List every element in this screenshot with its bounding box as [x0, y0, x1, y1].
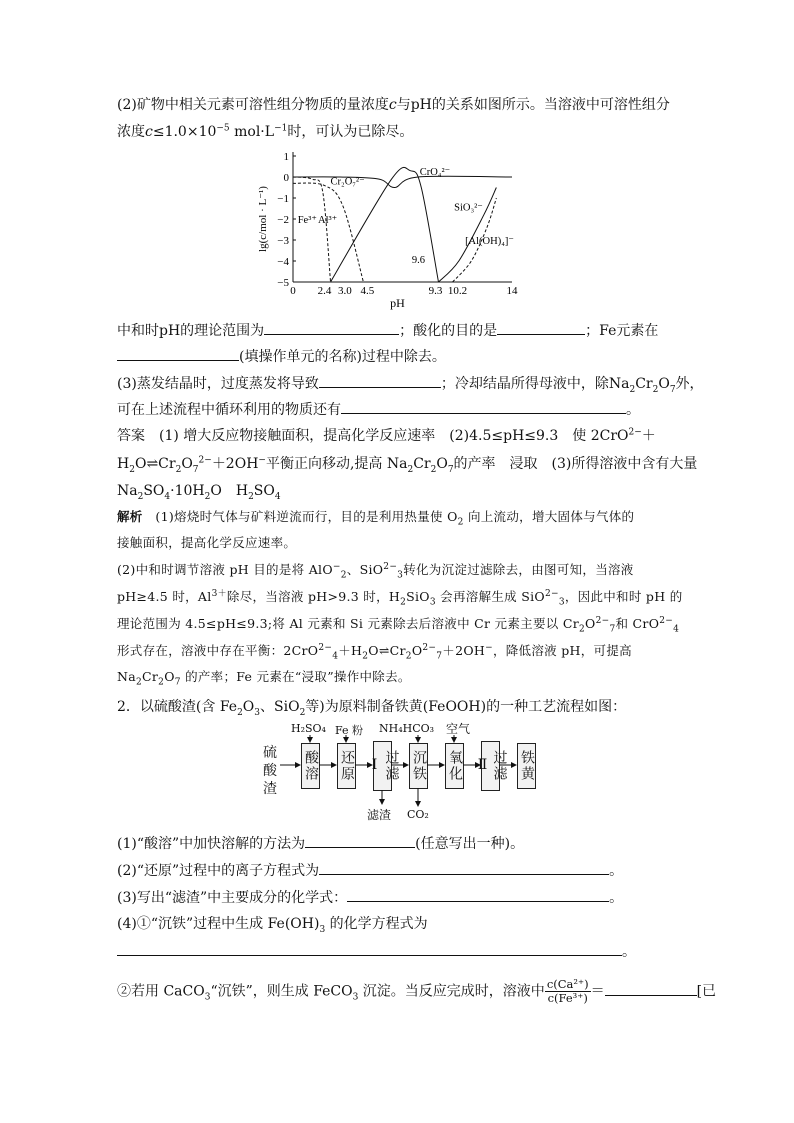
- answer-line1: 答案 (1) 增大反应物接触面积，提高化学反应速率 (2)4.5≤pH≤9.3 使 2CrO$^{2-}$＋: [117, 427, 656, 444]
- y-tick-label: −5: [277, 277, 289, 289]
- series-label: Fe³⁺: [297, 215, 317, 227]
- y-tick-label: −3: [277, 235, 289, 247]
- answer-blank-residue-formula[interactable]: [347, 887, 609, 902]
- flow-box-oxidize: 氧化: [445, 743, 464, 789]
- series-line-1: [293, 183, 363, 282]
- annotation-label: 9.6: [411, 255, 426, 267]
- answer-blank-recycle[interactable]: [341, 399, 626, 414]
- x-tick-label: 9.3: [428, 285, 443, 297]
- chart-axes: [257, 151, 518, 310]
- answer-blank-ph-range[interactable]: [264, 320, 399, 335]
- answer-blank-acid-dissolve[interactable]: [305, 833, 415, 848]
- part2-line1: (2)矿物中相关元素可溶性组分物质的量浓度c与pH的关系如图所示。当溶液中可溶性组分: [117, 97, 670, 113]
- chart-labels: [298, 167, 515, 266]
- x-tick-label: 4.5: [360, 285, 375, 297]
- flow-start-label: 硫酸渣: [263, 745, 277, 797]
- after-line3: (3)蒸发结晶时，过度蒸发将导致 ；冷却结晶所得母液中，除$Na_2Cr_2O_7$外，: [117, 373, 704, 394]
- series-line-3: [293, 176, 512, 187]
- answer-blank-evaporation[interactable]: [319, 373, 441, 388]
- flow-box-reduce: 还原: [337, 743, 356, 789]
- after-line1: 中和时pH的理论范围为 ；酸化的目的是 ；Fe元素在: [117, 320, 658, 341]
- analysis-line7: $Na_2Cr_2O_7$ 的产率；Fe 元素在“浸取”操作中除去。: [117, 669, 411, 688]
- y-axis-label: lg(c/mol · L⁻¹): [257, 186, 269, 252]
- x-tick-label: 10.2: [447, 285, 468, 297]
- analysis-line4: pH≥4.5 时，$Al^{3+}$除尽，当溶液 pH>9.3 时，$H_2SiO_3$ 会再溶解生成 SiO$^{2-}_3$，因此中和时 pH 的: [117, 588, 683, 608]
- x-axis-label: pH: [390, 296, 405, 310]
- q2-sub3: (3)写出“滤渣”中主要成分的化学式： 。: [117, 887, 623, 908]
- series-label: [Al(OH)₄]⁻: [465, 236, 514, 248]
- part2-line2: 浓度$c\le 1.0\times 10^{-5}$ $mol\cdot L^{-1}$时，可认为已除尽。: [117, 123, 414, 140]
- x-tick-label: 3.0: [338, 285, 352, 297]
- flow-input-nh4hco3: NH₄HCO₃: [379, 722, 435, 735]
- series-line-0: [293, 177, 331, 282]
- x-tick-label: 14: [506, 285, 518, 297]
- process-flow-diagram: [255, 722, 545, 827]
- q2-sub1: (1)“酸溶”中加快溶解的方法为 (任意写出一种)。: [117, 833, 524, 854]
- series-label: Cr₂O₇²⁻: [330, 176, 365, 188]
- flow-output-residue: 滤渣: [367, 808, 392, 822]
- y-tick-label: 1: [283, 151, 289, 163]
- y-tick-label: 0: [283, 172, 289, 184]
- concentration-ph-chart: [250, 145, 550, 315]
- q2-sub2: (2)“还原”过程中的离子方程式为 。: [117, 860, 623, 881]
- analysis-label: 解析: [117, 509, 143, 524]
- answer-label: 答案: [117, 428, 145, 444]
- q2-title: 2．以硫酸渣(含 $Fe_2O_3$、SiO$_2$等)为原料制备铁黄(FeOOH)的一种工艺流程如图：: [117, 699, 627, 718]
- series-label: CrO₄²⁻: [419, 166, 451, 178]
- y-tick-label: −2: [277, 214, 289, 226]
- y-tick-label: −4: [277, 256, 289, 268]
- analysis-line1: 解析 (1)熔烧时气体与矿料逆流而行，目的是利用热量使 $O_2$ 向上流动，增大固体与气体的: [117, 509, 635, 528]
- x-tick-label: 2.4: [317, 285, 332, 297]
- q2-sub4-line: 。: [117, 941, 636, 962]
- analysis-line3: (2)中和时调节溶液 pH 目的是将 AlO−$_2$、SiO$^{2-}_3$转化为沉淀过滤除去，由图可知，当溶液: [117, 561, 634, 581]
- answer-blank-ratio[interactable]: [605, 981, 697, 996]
- flow-box-precipitate-iron: 沉铁: [409, 743, 428, 789]
- flow-box-iron-yellow: 铁黄: [517, 743, 536, 789]
- answer-blank-reduction-equation[interactable]: [319, 860, 609, 875]
- concentration-ratio-fraction: $\frac{\text{c(Ca²⁺)}}{\text{c(Fe³⁺)}}$: [546, 977, 589, 1005]
- answer-line2: $H_2O\rightleftharpoons Cr_2O_7^{2-}+2OH^-$平衡正向移动,提高 $Na_2Cr_2O_7$的产率 浸取 (3)所得溶液中含有大量: [117, 455, 698, 475]
- flow-box-filter-1: 过滤Ⅰ: [373, 741, 392, 791]
- flow-arrows: [255, 722, 545, 827]
- series-label: SiO₃²⁻: [454, 202, 483, 214]
- flow-input-fe: Fe 粉: [335, 724, 364, 737]
- flow-input-h2so4: H₂SO₄: [291, 722, 326, 735]
- series-label: Al³⁺: [318, 215, 338, 227]
- after-line2: (填操作单元的名称)过程中除去。: [117, 346, 446, 367]
- flow-box-filter-2: 过滤Ⅱ: [481, 741, 500, 791]
- y-tick-label: −1: [277, 193, 289, 205]
- q2-sub4: (4)①“沉铁”过程中生成 $Fe(OH)_3$ 的化学方程式为: [117, 916, 428, 935]
- answer-blank-acidify[interactable]: [497, 320, 585, 335]
- answer-blank-precipitation-equation[interactable]: [117, 941, 622, 956]
- x-tick-label: 0: [290, 285, 296, 297]
- flow-input-air: 空气: [446, 722, 471, 736]
- q2-sub4-2: ②若用 CaCO$_3$“沉铁”，则生成 FeCO$_3$ 沉淀。当反应完成时，溶液中 $\frac{\text{c(Ca²⁺)}}{\text{c(Fe³⁺)}}$ ＝ [已: [117, 977, 717, 1005]
- after-line4: 可在上述流程中循环利用的物质还有 。: [117, 399, 640, 420]
- answer-line3: $Na_2SO_4\cdot 10H_2O$ $H_2SO_4$: [117, 483, 281, 502]
- analysis-line2: 接触面积，提高化学反应速率。: [117, 535, 297, 550]
- answer-blank-operation[interactable]: [117, 346, 239, 361]
- analysis-line6: 形式存在，溶液中存在平衡：$2CrO^{2-}_4+H_2O\rightleftharpoons Cr_2O^{2-}_7+2OH^-$，降低溶液 pH，可提高: [117, 642, 632, 662]
- flow-box-acid-dissolve: 酸溶: [301, 743, 320, 789]
- analysis-line5: 理论范围为 4.5≤pH≤9.3;将 Al 元素和 Si 元素除去后溶液中 Cr 元素主要以 $Cr_2O^{2-}_7$和 CrO$^{2-}_4$: [117, 615, 680, 635]
- flow-output-co2: CO₂: [407, 808, 429, 821]
